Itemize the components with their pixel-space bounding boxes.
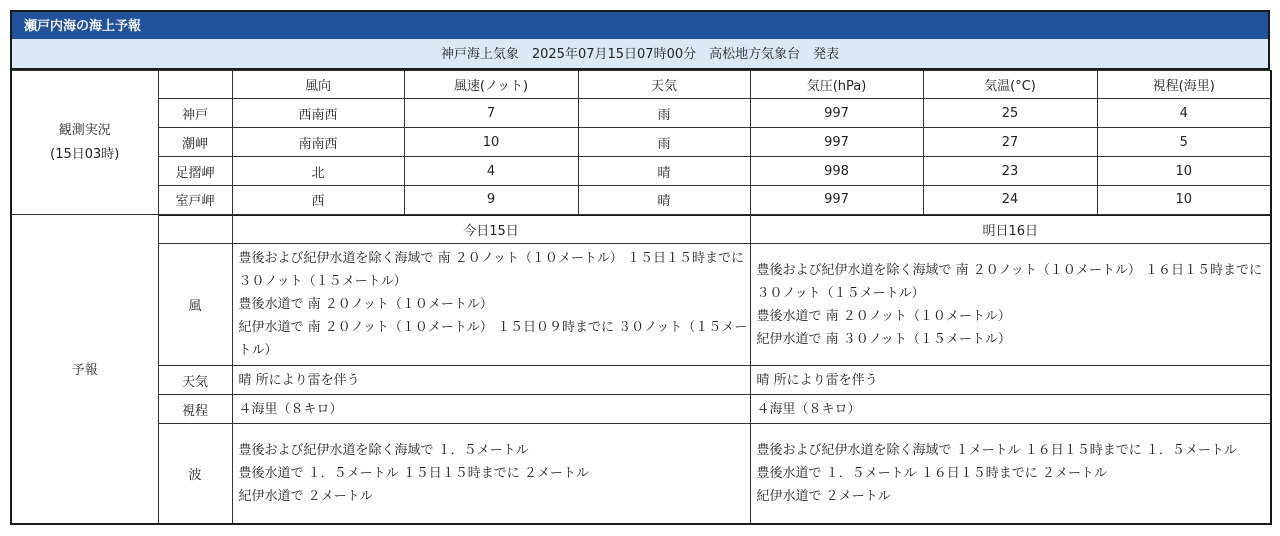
forecast-line: 紀伊水道で 南 ３０ノット（１５メートル） bbox=[756, 331, 1011, 347]
wind-today bbox=[232, 244, 750, 366]
table-cell: 西南西 bbox=[232, 99, 404, 128]
issue-info: 神戸海上気象 2025年07月15日07時00分 高松地方気象台 発表 bbox=[10, 39, 1270, 70]
table-cell: 晴 bbox=[578, 157, 750, 186]
header-blank bbox=[158, 71, 232, 99]
station-name: 足摺岬 bbox=[158, 157, 232, 186]
table-cell: 4 bbox=[1097, 99, 1271, 128]
wind-label: 風 bbox=[158, 244, 232, 366]
visibility-today: ４海里（８キロ） bbox=[232, 395, 750, 424]
forecast-line: 紀伊水道で 南 ２０ノット（１０メートル） １５日０９時までに ３０ノット（１５メートル） bbox=[238, 320, 748, 358]
table-cell: 10 bbox=[1097, 186, 1271, 215]
weather-label: 天気 bbox=[158, 366, 232, 395]
visibility-label: 視程 bbox=[158, 395, 232, 424]
table-row bbox=[11, 99, 1271, 128]
table-cell: 雨 bbox=[578, 99, 750, 128]
table-row bbox=[11, 157, 1271, 186]
table-cell: 10 bbox=[1097, 157, 1271, 186]
table-cell: 10 bbox=[404, 128, 578, 157]
header-blank bbox=[158, 215, 232, 244]
visibility-tomorrow: ４海里（８キロ） bbox=[750, 395, 1271, 424]
table-cell: 997 bbox=[750, 186, 923, 215]
forecast-table bbox=[10, 214, 1272, 525]
table-cell: 9 bbox=[404, 186, 578, 215]
forecast-section-label: 予報 bbox=[11, 215, 158, 524]
forecast-line: 豊後および紀伊水道を除く海域で 南 ２０ノット（１０メートル） １５日１５時までに ３０ノット（１５メートル） bbox=[238, 251, 744, 289]
forecast-line: 豊後および紀伊水道を除く海域で １メートル １６日１５時までに １．５メートル bbox=[756, 442, 1237, 458]
table-cell: 4 bbox=[404, 157, 578, 186]
header-tomorrow: 明日16日 bbox=[750, 215, 1271, 244]
table-cell: 南南西 bbox=[232, 128, 404, 157]
forecast-line: 豊後水道で １．５メートル １６日１５時までに ２メートル bbox=[756, 465, 1107, 481]
header-wind-speed: 風速(ノット) bbox=[404, 71, 578, 99]
wind-tomorrow bbox=[750, 244, 1271, 366]
table-row bbox=[11, 186, 1271, 215]
forecast-line: 紀伊水道で ２メートル bbox=[238, 488, 373, 504]
header-temperature: 気温(°C) bbox=[923, 71, 1097, 99]
forecast-line: 豊後水道で 南 ２０ノット（１０メートル） bbox=[756, 308, 1011, 324]
page-title: 瀬戸内海の海上予報 bbox=[10, 10, 1270, 39]
forecast-line: 紀伊水道で ２メートル bbox=[756, 488, 891, 504]
forecast-line: 豊後および紀伊水道を除く海域で １．５メートル bbox=[238, 442, 529, 458]
table-cell: 27 bbox=[923, 128, 1097, 157]
weather-today: 晴 所により雷を伴う bbox=[232, 366, 750, 395]
header-today: 今日15日 bbox=[232, 215, 750, 244]
forecast-row-wind bbox=[11, 244, 1271, 366]
table-cell: 24 bbox=[923, 186, 1097, 215]
station-name: 神戸 bbox=[158, 99, 232, 128]
forecast-line: 豊後および紀伊水道を除く海域で 南 ２０ノット（１０メートル） １６日１５時までに ３０ノット（１５メートル） bbox=[756, 262, 1262, 301]
station-name: 潮岬 bbox=[158, 128, 232, 157]
table-cell: 997 bbox=[750, 128, 923, 157]
forecast-row-visibility bbox=[11, 395, 1271, 424]
forecast-line: 豊後水道で １．５メートル １５日１５時までに ２メートル bbox=[238, 465, 589, 481]
forecast-row-waves bbox=[11, 424, 1271, 524]
table-cell: 7 bbox=[404, 99, 578, 128]
header-wind-direction: 風向 bbox=[232, 71, 404, 99]
table-cell: 北 bbox=[232, 157, 404, 186]
waves-today bbox=[232, 424, 750, 524]
forecast-line: 豊後水道で 南 ２０ノット（１０メートル） bbox=[238, 297, 493, 312]
forecast-row-weather bbox=[11, 366, 1271, 395]
header-visibility: 視程(海里) bbox=[1097, 71, 1271, 99]
table-cell: 25 bbox=[923, 99, 1097, 128]
table-row bbox=[11, 128, 1271, 157]
table-cell: 23 bbox=[923, 157, 1097, 186]
table-cell: 997 bbox=[750, 99, 923, 128]
station-name: 室戸岬 bbox=[158, 186, 232, 215]
weather-tomorrow: 晴 所により雷を伴う bbox=[750, 366, 1271, 395]
observation-time: (15日03時) bbox=[50, 146, 120, 162]
table-cell: 998 bbox=[750, 157, 923, 186]
observation-label: 観測実況 bbox=[58, 122, 111, 138]
waves-label: 波 bbox=[158, 424, 232, 524]
observation-table bbox=[10, 70, 1272, 216]
header-pressure: 気圧(hPa) bbox=[750, 71, 923, 99]
table-cell: 雨 bbox=[578, 128, 750, 157]
table-cell: 西 bbox=[232, 186, 404, 215]
table-cell: 晴 bbox=[578, 186, 750, 215]
observation-section-label bbox=[11, 71, 158, 215]
header-weather: 天気 bbox=[578, 71, 750, 99]
table-cell: 5 bbox=[1097, 128, 1271, 157]
waves-tomorrow bbox=[750, 424, 1271, 524]
